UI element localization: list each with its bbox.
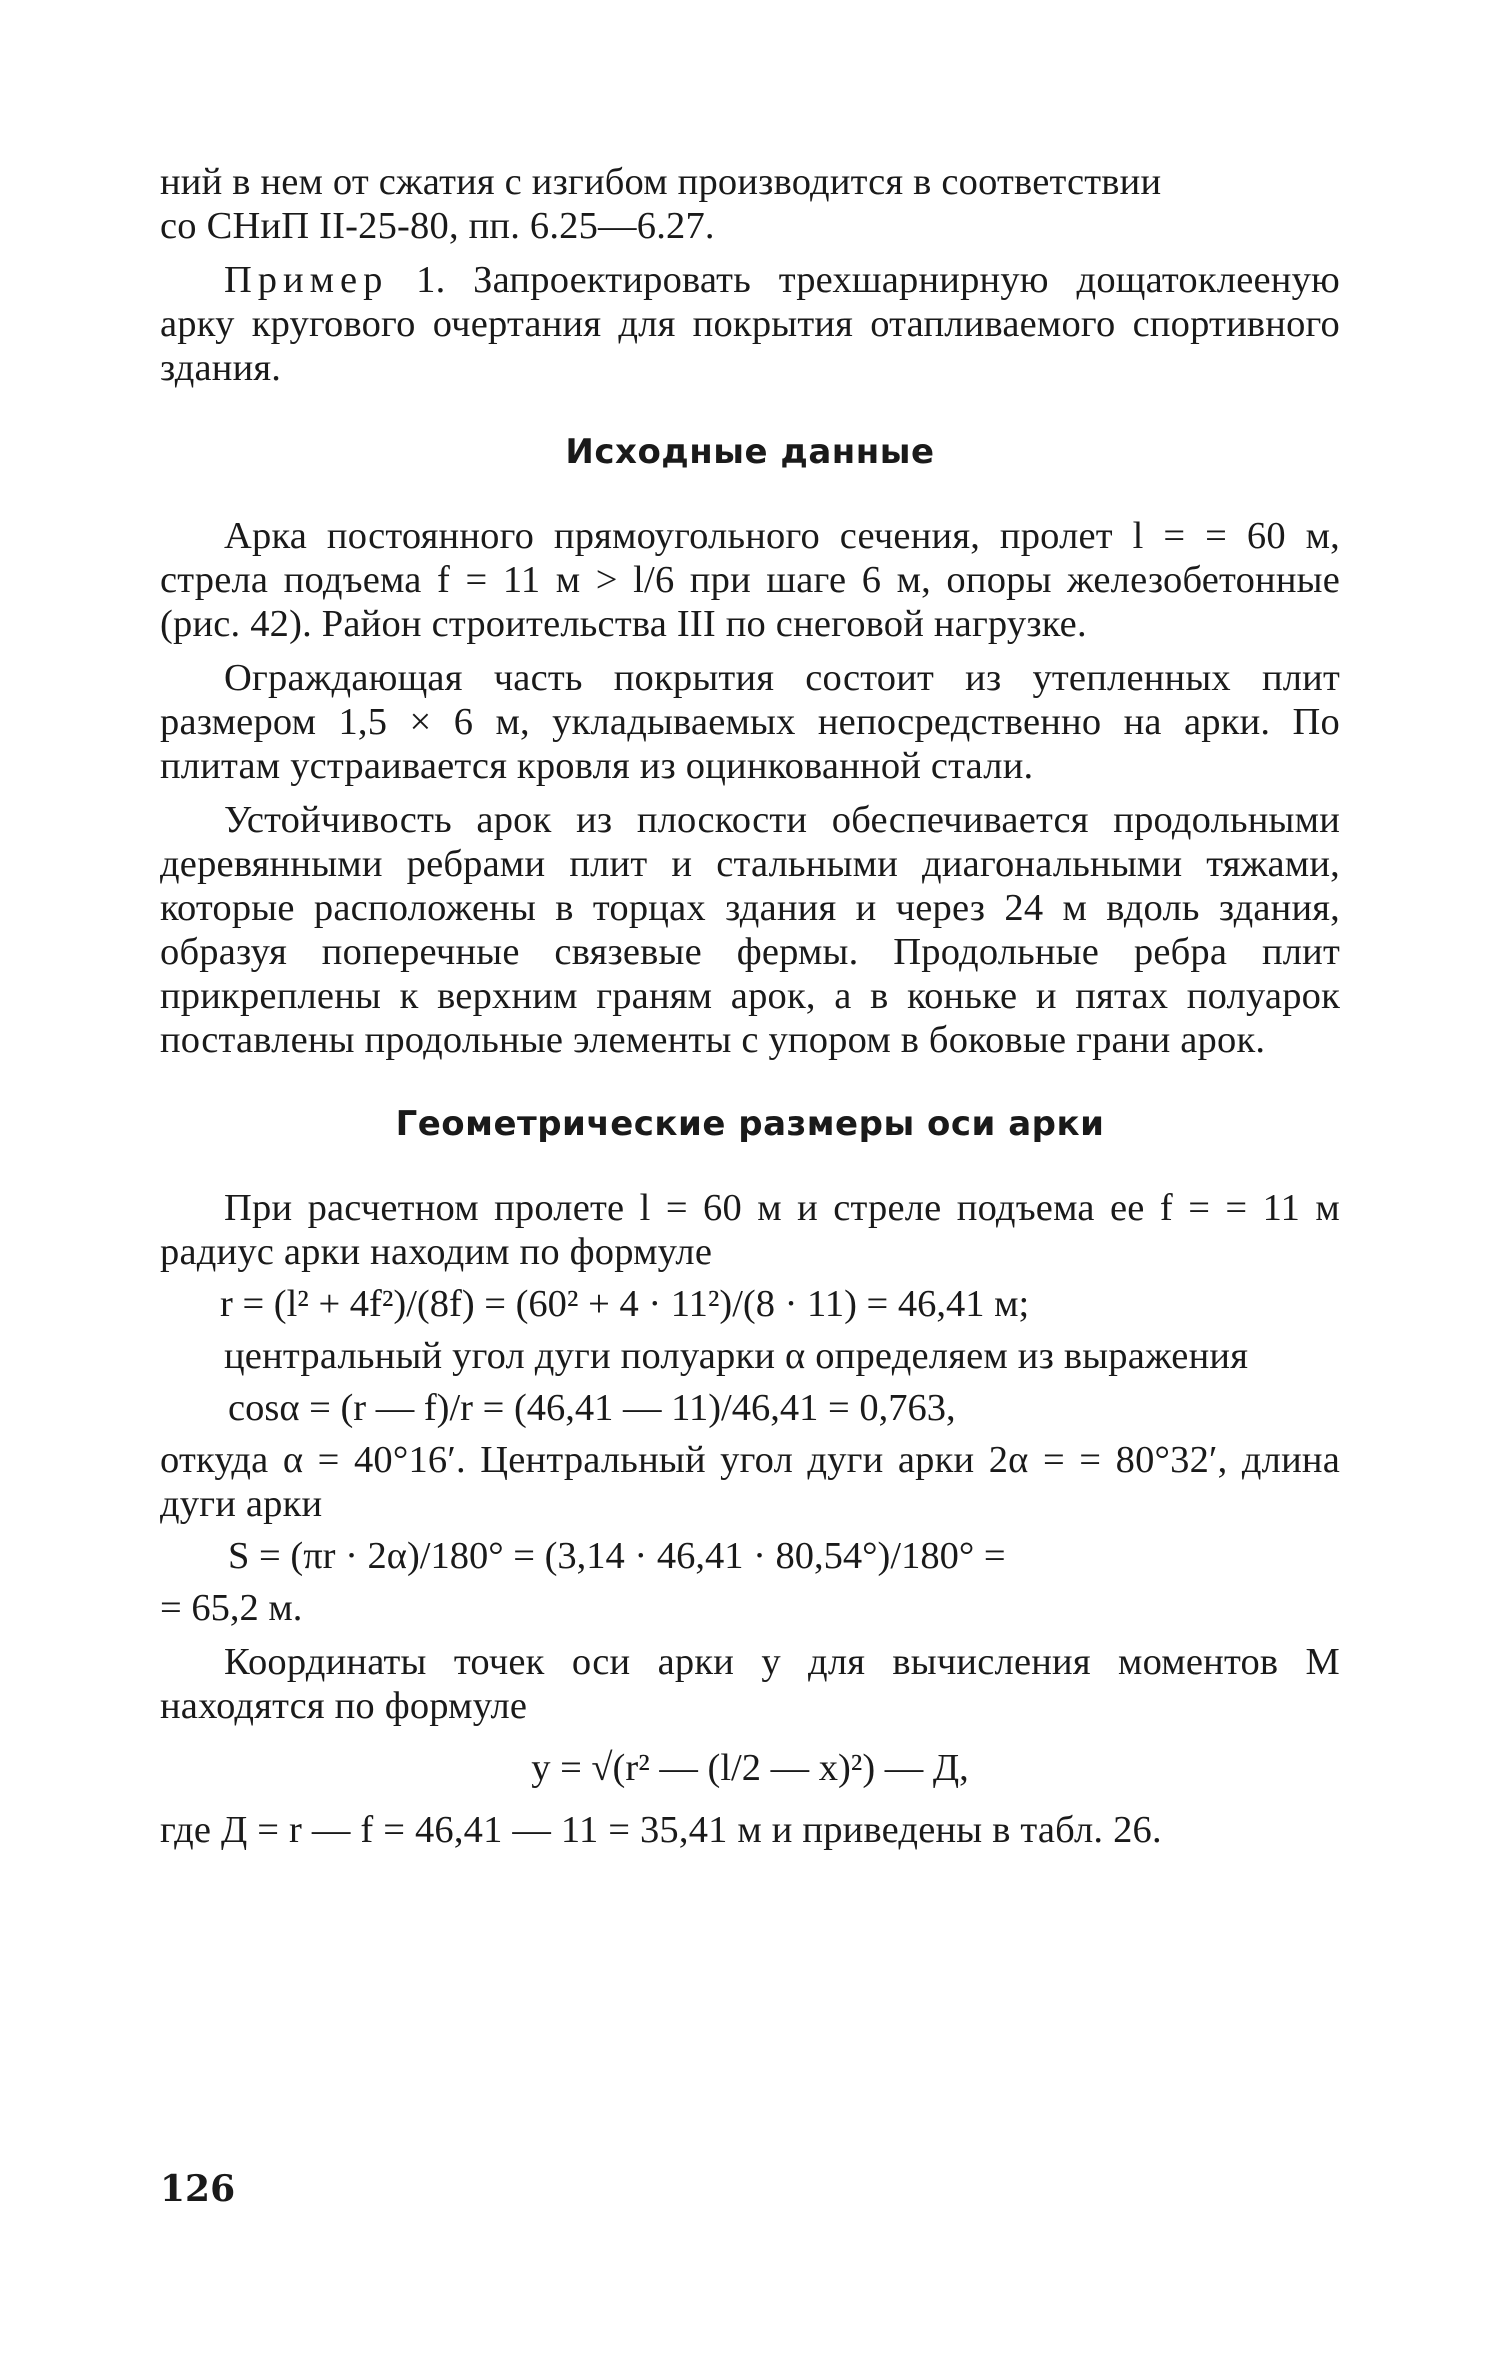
paragraph-arch-params: Арка постоянного прямоугольного сечения, пролет l = = 60 м, стрела подъема f = 11 м > l/6 при шаге 6 м, опоры железобетонные (рис. 42). Район строительства III по снеговой нагрузке. bbox=[160, 515, 1340, 645]
formula-y-coordinate: y = √(r² — (l/2 — x)²) — Д, bbox=[531, 1747, 969, 1789]
paragraph-stability: Устойчивость арок из плоскости обеспечивается продольными деревянными ребрами плит и стальными диагональными тяжами, которые расположены в торцах здания и через 24 м вдоль здания, образуя поперечные связевые фермы. Продольные ребра плит прикреплены к верхним граням арок, а в коньке и пятах полуарок поставлены продольные элементы с упором в боковые грани арок. bbox=[160, 799, 1340, 1061]
section-heading-source-data: Исходные данные bbox=[565, 432, 935, 472]
paragraph-radius: При расчетном пролете l = 60 м и стреле подъема ее f = = 11 м радиус арки находим по формуле bbox=[160, 1187, 1340, 1273]
example-text: 1. Запроектировать трехшарнирную дощатоклееную арку кругового очертания для покрытия отапливаемого спортивного здания. bbox=[160, 259, 1340, 389]
example-paragraph bbox=[160, 258, 1340, 390]
formula-cos-alpha: cosα = (r — f)/r = (46,41 — 11)/46,41 = 0,763, bbox=[228, 1387, 956, 1429]
paragraph-arc-length: откуда α = 40°16′. Центральный угол дуги арки 2α = = 80°32′, длина дуги арки bbox=[160, 1439, 1340, 1525]
formula-arc-length: S = (πr · 2α)/180° = (3,14 · 46,41 · 80,54°)/180° = bbox=[228, 1535, 1006, 1577]
formula-arc-length-result: = 65,2 м. bbox=[160, 1587, 303, 1629]
section-heading-geometry: Геометрические размеры оси арки bbox=[395, 1104, 1105, 1144]
paragraph-central-angle: центральный угол дуги полуарки α определяем из выражения bbox=[224, 1335, 1249, 1377]
page-body bbox=[160, 160, 1340, 1852]
page-number: 126 bbox=[160, 2168, 236, 2210]
paragraph-enclosure: Ограждающая часть покрытия состоит из утепленных плит размером 1,5 × 6 м, укладываемых непосредственно на арки. По плитам устраивается кровля из оцинкованной стали. bbox=[160, 657, 1340, 787]
intro-line-2: со СНиП II-25-80, пп. 6.25—6.27. bbox=[160, 205, 715, 247]
formula-radius: r = (l² + 4f²)/(8f) = (60² + 4 · 11²)/(8 · 11) = 46,41 м; bbox=[220, 1283, 1030, 1325]
paragraph-coordinates: Координаты точек оси арки y для вычисления моментов M находятся по формуле bbox=[160, 1641, 1340, 1727]
intro-line-1: ний в нем от сжатия с изгибом производится в соответствии bbox=[160, 161, 1162, 203]
example-label: Пример bbox=[224, 259, 389, 301]
paragraph-d-value: где Д = r — f = 46,41 — 11 = 35,41 м и приведены в табл. 26. bbox=[160, 1809, 1162, 1851]
